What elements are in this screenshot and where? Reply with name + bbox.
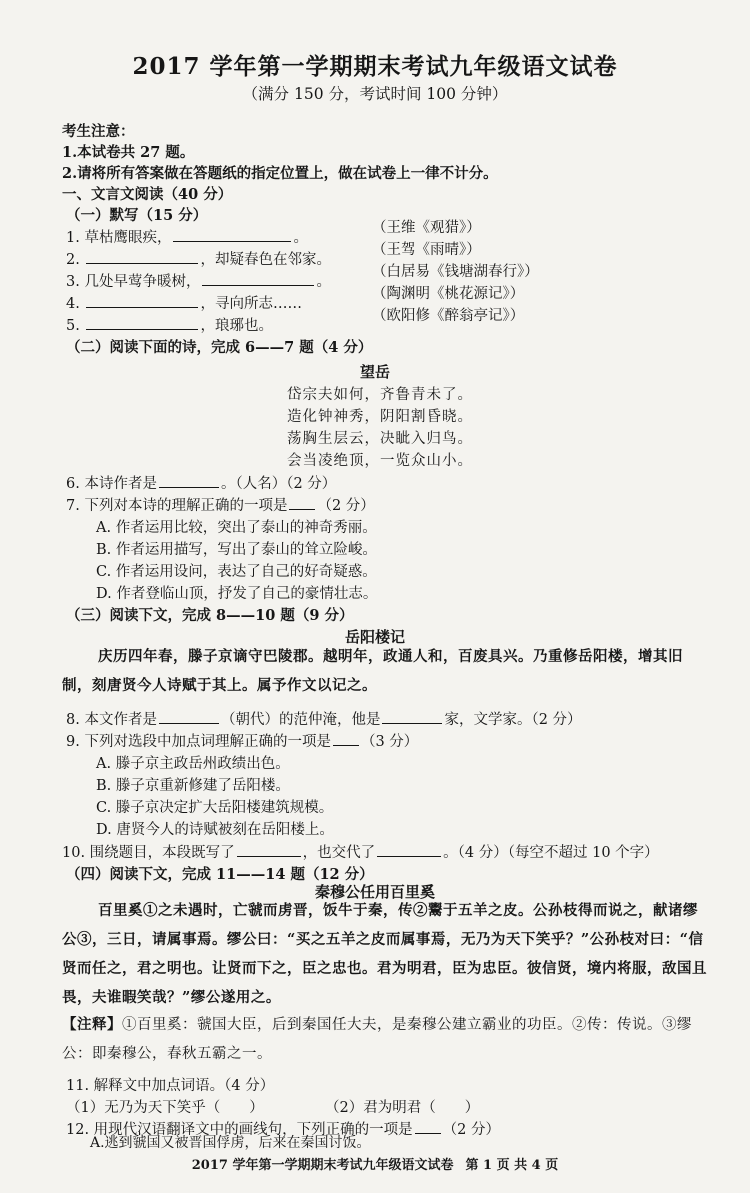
question-9: 9. 下列对选段中加点词理解正确的一项是 （3 分） [66,734,419,750]
question-12: 12. 用现代汉语翻译文中的画线句，下列正确的一项是 （2 分） [66,1122,501,1138]
q7-option-d[interactable]: D. 作者登临山顶，抒发了自己的豪情壮志。 [96,586,378,602]
notice-item-2: 2.请将所有答案做在答题纸的指定位置上，做在试卷上一律不计分。 [62,165,498,182]
question-10: 10. 围绕题目，本段既写了 ，也交代了 。（4 分）（每空不超过 10 个字） [62,845,659,861]
exam-subtitle: （满分 150 分，考试时间 100 分钟） [242,85,508,103]
q11-item-2[interactable]: （2）君为明君（ ） [325,1100,480,1116]
question-6: 6. 本诗作者是 。（人名）（2 分） [66,476,337,492]
q9-option-c[interactable]: C. 滕子京决定扩大岳阳楼建筑规模。 [96,800,334,816]
recite-source-2: （王驾《雨晴》） [372,242,481,258]
annotation-note: 【注释】①百里奚：虢国大臣，后到秦国任大夫，是秦穆公建立霸业的功臣。②传：传说。③缪公：即秦穆公，春秋五霸之一。 [62,1016,692,1062]
poem-line-3: 荡胸生层云，决眦入归鸟。 [287,431,473,447]
answer-blank[interactable] [86,295,198,308]
answer-blank[interactable] [202,273,314,286]
answer-blank[interactable] [289,497,315,510]
q7-option-b[interactable]: B. 作者运用描写，写出了泰山的耸立险峻。 [96,542,377,558]
answer-blank[interactable] [86,251,198,264]
section1-heading: 一、文言文阅读（40 分） [62,186,233,203]
recite-item-1: 1. 草枯鹰眼疾， 。 [66,230,308,246]
answer-blank[interactable] [173,229,291,242]
recite-source-5: （欧阳修《醉翁亭记》） [372,308,525,324]
q9-option-a[interactable]: A. 滕子京主政岳州政绩出色。 [96,756,290,772]
part2-heading: （二）阅读下面的诗，完成 6——7 题（4 分） [66,339,373,356]
answer-blank[interactable] [86,317,198,330]
recite-source-4: （陶渊明《桃花源记》） [372,286,525,302]
answer-blank[interactable] [159,711,219,724]
passage-yueyang: 庆历四年春，滕子京谪守巴陵郡。越明年，政通人和，百废具兴。乃重修岳阳楼，增其旧制，刻唐贤今人诗赋于其上。属予作文以记之。 [62,648,683,694]
recite-item-3: 3. 几处早莺争暖树， 。 [66,274,331,290]
q7-option-c[interactable]: C. 作者运用设问，表达了自己的好奇疑惑。 [96,564,377,580]
page-footer: 2017 学年第一学期期末考试九年级语文试卷 第 1 页 共 4 页 [191,1158,559,1173]
answer-blank[interactable] [159,475,219,488]
poem-line-1: 岱宗夫如何，齐鲁青未了。 [287,387,473,403]
answer-blank[interactable] [237,844,301,857]
part4-heading: （四）阅读下文，完成 11——14 题（12 分） [66,866,374,883]
part1-heading: （一）默写（15 分） [66,207,208,224]
notice-heading: 考生注意： [62,123,135,140]
answer-blank[interactable] [382,711,442,724]
answer-blank[interactable] [415,1121,441,1134]
question-11: 11. 解释文中加点词语。（4 分） [66,1078,275,1094]
question-7: 7. 下列对本诗的理解正确的一项是 （2 分） [66,498,375,514]
exam-title: 2017 学年第一学期期末考试九年级语文试卷 [132,53,618,80]
poem-line-2: 造化钟神秀，阴阳割昏晓。 [287,409,473,425]
poem-line-4: 会当凌绝顶，一览众山小。 [287,453,473,469]
answer-blank[interactable] [377,844,441,857]
recite-item-4: 4. ，寻向所志…… [66,296,302,312]
passage-title-yueyang: 岳阳楼记 [344,628,405,646]
passage-title-baili: 秦穆公任用百里奚 [314,883,435,901]
passage-baili: 百里奚①之未遇时，亡虢而虏晋，饭牛于秦，传②鬻于五羊之皮。公孙枝得而说之，献诸缪公③，三日，请属事焉。缪公曰：“买之五羊之皮而属事焉，无乃为天下笑乎？”公孙枝对曰：“信贤而任之，君之明也。让贤而下之，臣之忠也。君为明君，臣为忠臣。彼信贤，境内将服，敌国且畏，夫谁暇笑哉？”缪公遂用之。 [62,902,707,1006]
recite-source-3: （白居易《钱塘湖春行》） [372,264,539,280]
q9-option-d[interactable]: D. 唐贤今人的诗赋被刻在岳阳楼上。 [96,822,334,838]
q7-option-a[interactable]: A. 作者运用比较，突出了泰山的神奇秀丽。 [96,520,377,536]
notice-item-1: 1.本试卷共 27 题。 [62,144,195,161]
recite-source-1: （王维《观猎》） [372,220,481,236]
answer-blank[interactable] [333,733,359,746]
q11-item-1[interactable]: （1）无乃为天下笑乎（ ） [66,1100,264,1116]
recite-item-2: 2. ，却疑春色在邻家。 [66,252,331,268]
poem-title: 望岳 [359,363,390,381]
part3-heading: （三）阅读下文，完成 8——10 题（9 分） [66,607,354,624]
recite-item-5: 5. ，琅琊也。 [66,318,273,334]
q12-option-a[interactable]: A.逃到虢国又被晋国俘虏，后来在秦国讨饭。 [90,1135,371,1151]
question-8: 8. 本文作者是 （朝代）的范仲淹，他是 家，文学家。（2 分） [66,712,582,728]
q9-option-b[interactable]: B. 滕子京重新修建了岳阳楼。 [96,778,290,794]
